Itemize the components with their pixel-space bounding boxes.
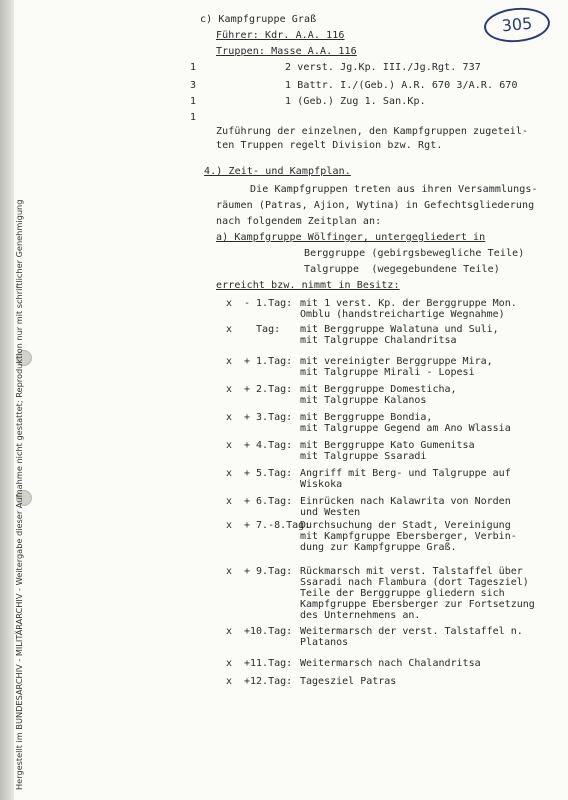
unit-line: 2 verst. Jg.Kp. III./Jg.Rgt. 737 xyxy=(285,62,481,73)
schedule-description-line: mit Kampfgruppe Ebersberger, Verbin- xyxy=(300,531,517,542)
margin-mark: 3 xyxy=(190,80,197,91)
intro-line: nach folgendem Zeitplan an: xyxy=(216,216,382,227)
margin-mark: 1 xyxy=(190,112,197,123)
group-a-title: a) Kampfgruppe Wölfinger, untergegliedert in xyxy=(216,232,486,243)
schedule-description-line: Angriff mit Berg- und Talgruppe auf xyxy=(300,468,511,479)
schedule-day-label: +12.Tag: xyxy=(244,676,293,687)
schedule-description-line: mit Berggruppe Bondia, xyxy=(300,412,433,423)
schedule-day-label: + 3.Tag: xyxy=(244,412,293,423)
schedule-x-mark: x xyxy=(226,412,233,423)
schedule-description-line: und Westen xyxy=(300,507,361,518)
schedule-description-line: Durchsuchung der Stadt, Vereinigung xyxy=(300,520,511,531)
schedule-description-line: mit Berggruppe Walatuna und Suli, xyxy=(300,324,499,335)
schedule-day-label: + 7.-8.Tag: xyxy=(244,520,311,531)
schedule-description-line: Einrücken nach Kalawrita von Norden xyxy=(300,496,511,507)
schedule-description-line: Rückmarsch mit verst. Talstaffel über xyxy=(300,566,523,577)
talgruppe-line: Talgruppe (wegegebundene Teile) xyxy=(304,264,500,275)
schedule-description-line: Platanos xyxy=(300,637,349,648)
schedule-day-label: + 9.Tag: xyxy=(244,566,293,577)
margin-mark: 1 xyxy=(190,96,197,107)
schedule-description-line: Ssaradi nach Flambura (dort Tagesziel) xyxy=(300,577,529,588)
unit-line: 1 (Geb.) Zug 1. San.Kp. xyxy=(285,96,426,107)
schedule-x-mark: x xyxy=(226,520,233,531)
schedule-day-label: - 1.Tag: xyxy=(244,298,293,309)
schedule-description-line: mit Talgruppe Kalanos xyxy=(300,395,427,406)
schedule-description-line: des Unternehmens an. xyxy=(300,610,421,621)
schedule-description-line: Kampfgruppe Ebersberger zur Fortsetzung xyxy=(300,599,535,610)
schedule-x-mark: x xyxy=(226,440,233,451)
intro-line: räumen (Patras, Ajion, Wytina) in Gefechtsgliederung xyxy=(216,200,535,211)
schedule-x-mark: x xyxy=(226,566,233,577)
schedule-description-line: Wiskoka xyxy=(300,479,343,490)
schedule-x-mark: x xyxy=(226,356,233,367)
schedule-x-mark: x xyxy=(226,298,233,309)
schedule-day-label: Tag: xyxy=(244,324,281,335)
unit-line: 1 Battr. I./(Geb.) A.R. 670 3/A.R. 670 xyxy=(285,80,518,91)
schedule-x-mark: x xyxy=(226,676,233,687)
page-number-stamp: 305 xyxy=(483,5,552,45)
schedule-description-line: dung zur Kampfgruppe Graß. xyxy=(300,542,457,553)
schedule-x-mark: x xyxy=(226,468,233,479)
schedule-x-mark: x xyxy=(226,324,233,335)
schedule-description-line: mit vereinigter Berggruppe Mira, xyxy=(300,356,493,367)
schedule-description-line: Teile der Berggruppe gliedern sich xyxy=(300,588,505,599)
schedule-day-label: +11.Tag: xyxy=(244,658,293,669)
schedule-x-mark: x xyxy=(226,658,233,669)
berggruppe-line: Berggruppe (gebirgsbewegliche Teile) xyxy=(304,248,525,259)
schedule-description-line: Weitermarsch der verst. Talstaffel n. xyxy=(300,626,523,637)
schedule-description-line: mit Berggruppe Kato Gumenitsa xyxy=(300,440,475,451)
schedule-description-line: mit Talgruppe Mirali - Lopesi xyxy=(300,367,475,378)
schedule-x-mark: x xyxy=(226,496,233,507)
schedule-description-line: Tagesziel Patras xyxy=(300,676,397,687)
scan-edge xyxy=(0,0,14,800)
schedule-description-line: Weitermarsch nach Chalandritsa xyxy=(300,658,481,669)
archive-side-note: Hergestellt im BUNDESARCHIV - MILITÄRARCHIV - Weitergabe dieser Aufnahme nicht gestattet; Reproduktion nur mit schriftlicher Genehmigung xyxy=(14,199,24,790)
schedule-x-mark: x xyxy=(226,384,233,395)
schedule-day-label: + 2.Tag: xyxy=(244,384,293,395)
note-line: ten Truppen regelt Division bzw. Rgt. xyxy=(216,140,443,151)
note-line: Zuführung der einzelnen, den Kampfgruppen zugeteil- xyxy=(216,126,529,137)
truppen-line: Truppen: Masse A.A. 116 xyxy=(216,46,357,57)
section-c-title: c) Kampfgruppe Graß xyxy=(200,14,317,25)
schedule-x-mark: x xyxy=(226,626,233,637)
schedule-day-label: + 5.Tag: xyxy=(244,468,293,479)
schedule-description-line: mit Berggruppe Domesticha, xyxy=(300,384,457,395)
schedule-day-label: +10.Tag: xyxy=(244,626,293,637)
schedule-day-label: + 1.Tag: xyxy=(244,356,293,367)
reached-line: erreicht bzw. nimmt in Besitz: xyxy=(216,280,400,291)
fuehrer-line: Führer: Kdr. A.A. 116 xyxy=(216,30,345,41)
schedule-description-line: mit 1 verst. Kp. der Berggruppe Mon. xyxy=(300,298,517,309)
schedule-description-line: mit Talgruppe Ssaradi xyxy=(300,451,427,462)
schedule-description-line: mit Talgruppe Chalandritsa xyxy=(300,335,457,346)
schedule-description-line: Omblu (handstreichartige Wegnahme) xyxy=(300,309,505,320)
schedule-description-line: mit Talgruppe Gegend am Ano Wlassia xyxy=(300,423,511,434)
section-4-title: 4.) Zeit- und Kampfplan. xyxy=(204,166,351,177)
intro-line: Die Kampfgruppen treten aus ihren Versammlungs- xyxy=(250,184,538,195)
schedule-day-label: + 4.Tag: xyxy=(244,440,293,451)
schedule-day-label: + 6.Tag: xyxy=(244,496,293,507)
margin-mark: 1 xyxy=(190,62,197,73)
